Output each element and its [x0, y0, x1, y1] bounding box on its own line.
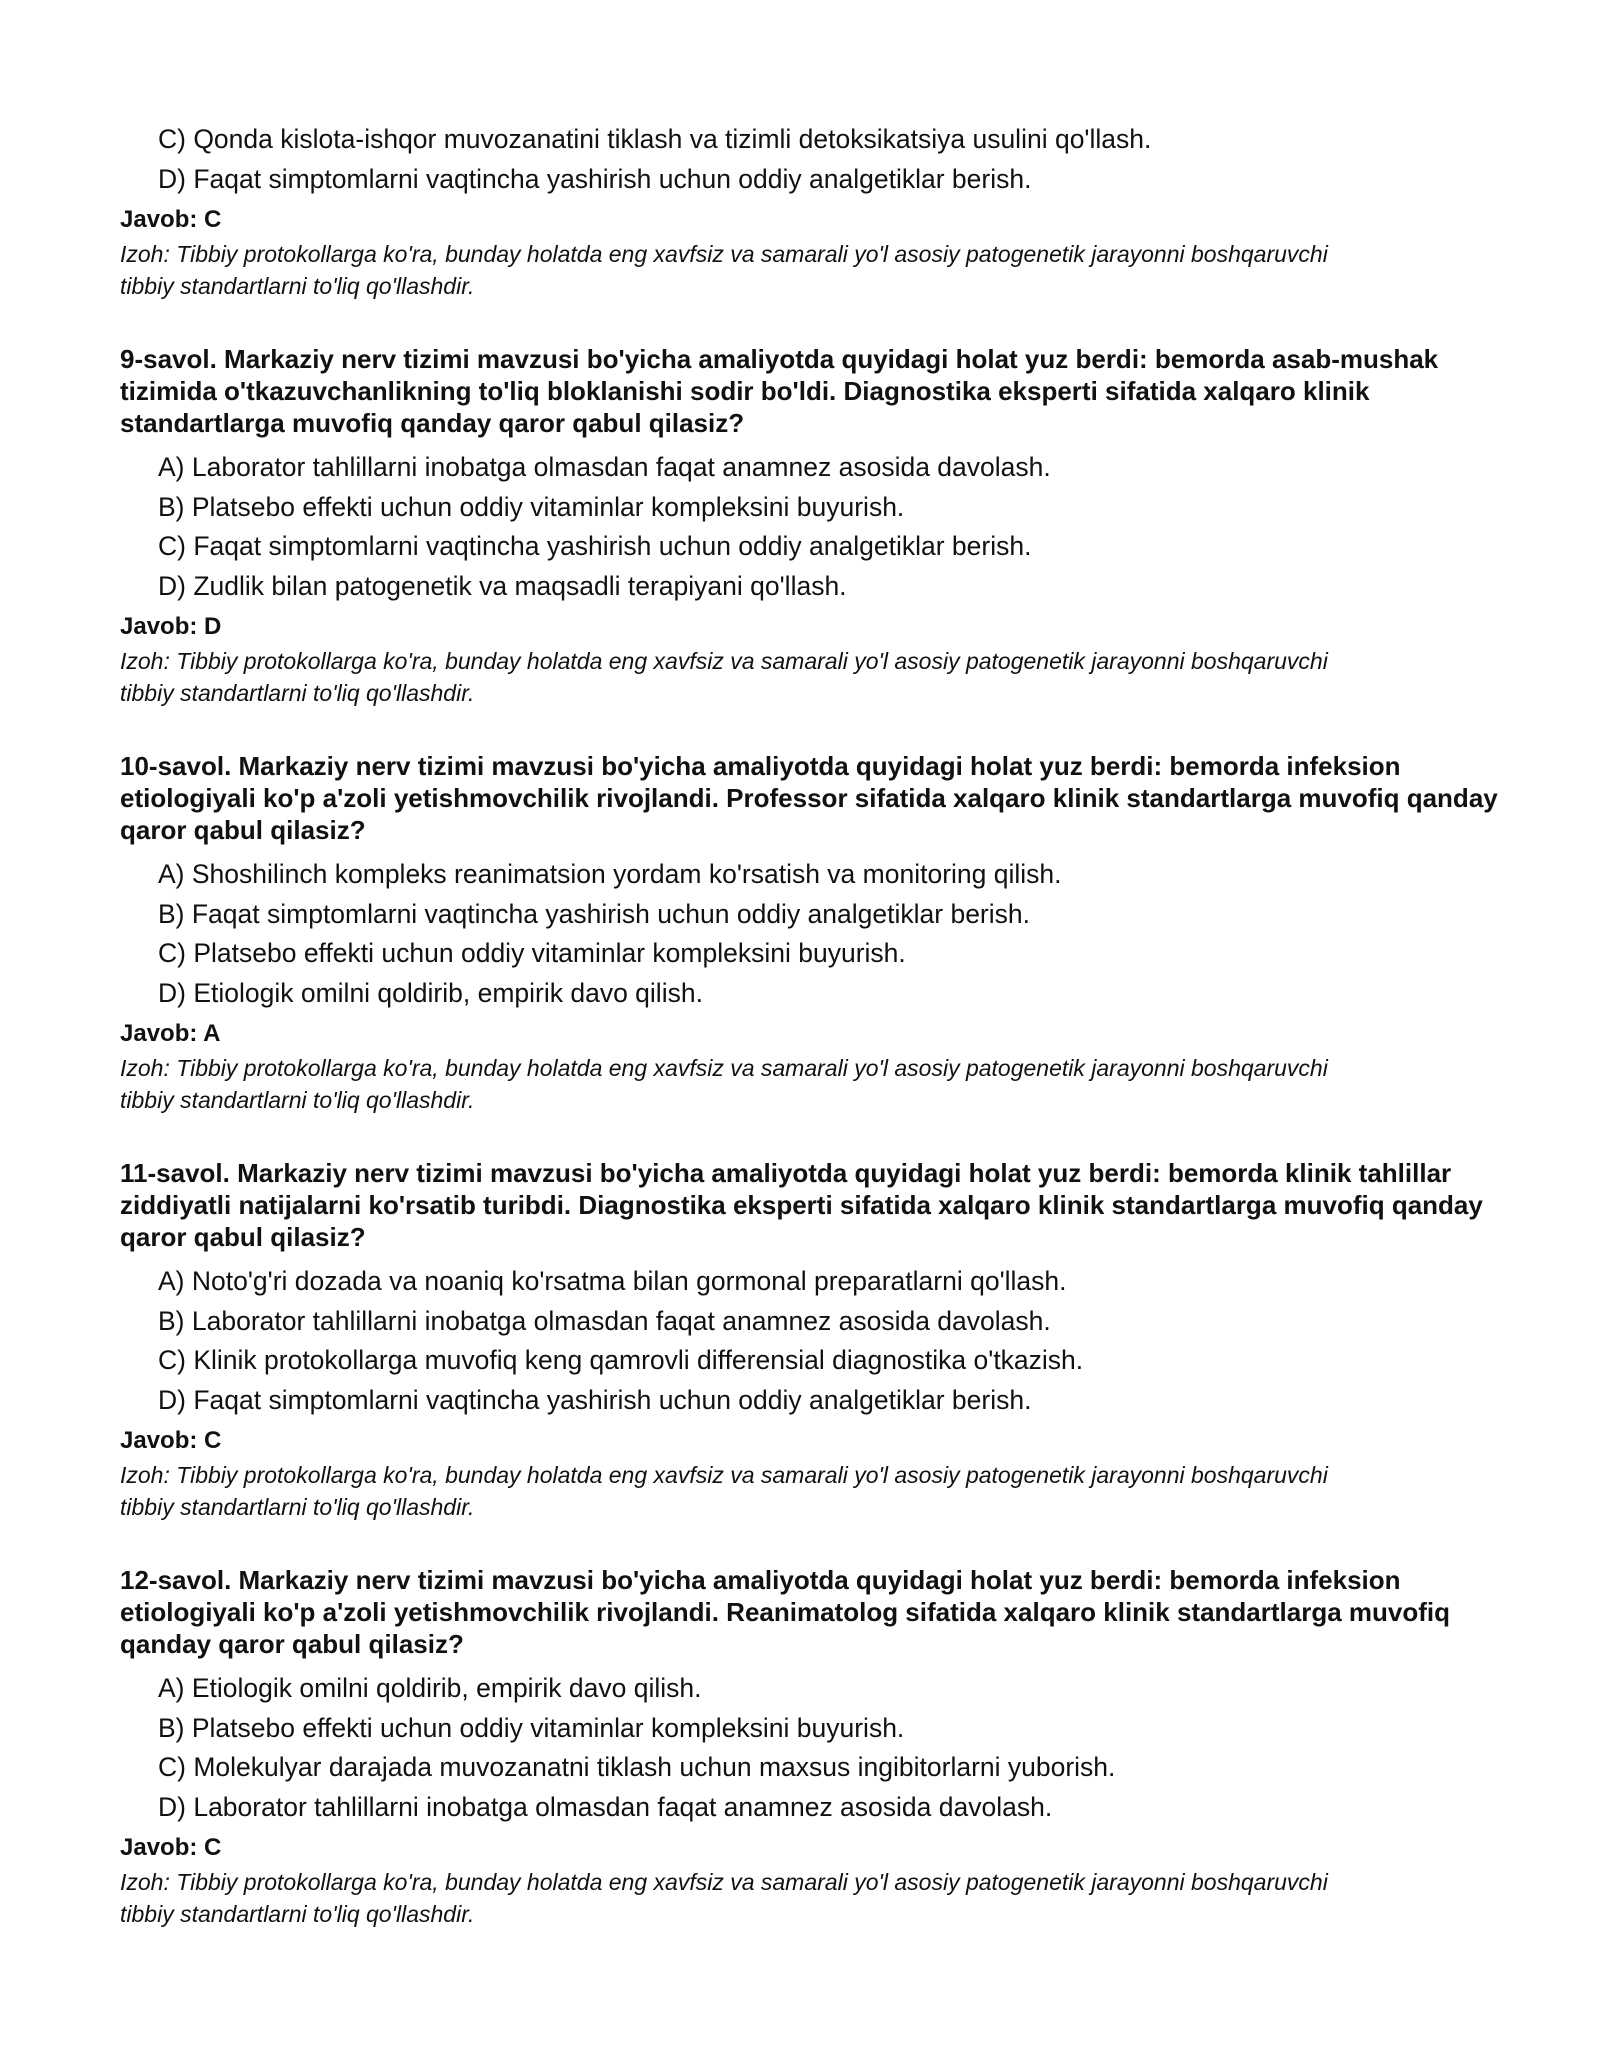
option-c: C) Qonda kislota-ishqor muvozanatini tiklash va tizimli detoksikatsiya usulini qo'llash.: [158, 124, 1152, 154]
option-d: D) Faqat simptomlarni vaqtincha yashirish uchun oddiy analgetiklar berish.: [158, 1384, 1032, 1415]
question-text: 11-savol. Markaziy nerv tizimi mavzusi bo'yicha amaliyotda quyidagi holat yuz berdi: bemorda klinik tahlillar ziddiyatli natijalarni ko'rsatib turibdi. Diagnostika eksperti sifatida xalqaro klinik standartlarga muvofiq qanday qaror qabul qilasiz?: [120, 1158, 1483, 1252]
option-d: D) Faqat simptomlarni vaqtincha yashirish uchun oddiy analgetiklar berish.: [158, 163, 1032, 194]
option-c: C) Platsebo effekti uchun oddiy vitaminlar kompleksini buyurish.: [158, 938, 906, 968]
explanation-note: Izoh: Tibbiy protokollarga ko'ra, bunday holatda eng xavfsiz va samarali yo'l asosiy patogenetik jarayonni boshqaruvchi tibbiy standartlarni to'liq qo'llashdir.: [120, 241, 1328, 299]
question-block-12: [120, 1564, 1500, 1930]
option-a: A) Noto'g'ri dozada va noaniq ko'rsatma bilan gormonal preparatlarni qo'llash.: [158, 1266, 1067, 1296]
option-b: B) Faqat simptomlarni vaqtincha yashirish uchun oddiy analgetiklar berish.: [158, 898, 1030, 929]
explanation-note: Izoh: Tibbiy protokollarga ko'ra, bunday holatda eng xavfsiz va samarali yo'l asosiy patogenetik jarayonni boshqaruvchi tibbiy standartlarni to'liq qo'llashdir.: [120, 1055, 1328, 1113]
option-a: A) Laborator tahlillarni inobatga olmasdan faqat anamnez asosida davolash.: [158, 452, 1051, 482]
answer: Javob: C: [120, 1427, 222, 1454]
answer: Javob: C: [120, 206, 222, 233]
question-8-continuation: [120, 120, 1500, 302]
option-c: C) Faqat simptomlarni vaqtincha yashirish uchun oddiy analgetiklar berish.: [158, 531, 1032, 561]
explanation-note: Izoh: Tibbiy protokollarga ko'ra, bunday holatda eng xavfsiz va samarali yo'l asosiy patogenetik jarayonni boshqaruvchi tibbiy standartlarni to'liq qo'llashdir.: [120, 648, 1328, 706]
option-b: B) Laborator tahlillarni inobatga olmasdan faqat anamnez asosida davolash.: [158, 1305, 1051, 1336]
option-d: D) Etiologik omilni qoldirib, empirik davo qilish.: [158, 977, 703, 1008]
question-text: 12-savol. Markaziy nerv tizimi mavzusi bo'yicha amaliyotda quyidagi holat yuz berdi: bemorda infeksion etiologiyali ko'p a'zoli yetishmovchilik rivojlandi. Reanimatolog sifatida xalqaro klinik standartlarga muvofiq qanday qaror qabul qilasiz?: [120, 1565, 1451, 1659]
question-text: 10-savol. Markaziy nerv tizimi mavzusi bo'yicha amaliyotda quyidagi holat yuz berdi: bemorda infeksion etiologiyali ko'p a'zoli yetishmovchilik rivojlandi. Professor sifatida xalqaro klinik standartlarga muvofiq qanday qaror qabul qilasiz?: [120, 751, 1498, 845]
option-b: B) Platsebo effekti uchun oddiy vitaminlar kompleksini buyurish.: [158, 1712, 905, 1743]
question-block-10: [120, 750, 1500, 1116]
document-page: [120, 120, 1500, 1930]
question-block-11: [120, 1157, 1500, 1523]
option-b: B) Platsebo effekti uchun oddiy vitaminlar kompleksini buyurish.: [158, 491, 905, 522]
answer: Javob: D: [120, 613, 222, 640]
option-d: D) Laborator tahlillarni inobatga olmasdan faqat anamnez asosida davolash.: [158, 1791, 1053, 1822]
explanation-note: Izoh: Tibbiy protokollarga ko'ra, bunday holatda eng xavfsiz va samarali yo'l asosiy patogenetik jarayonni boshqaruvchi tibbiy standartlarni to'liq qo'llashdir.: [120, 1462, 1328, 1520]
answer: Javob: A: [120, 1020, 221, 1047]
option-a: A) Etiologik omilni qoldirib, empirik davo qilish.: [158, 1673, 702, 1703]
option-c: C) Molekulyar darajada muvozanatni tiklash uchun maxsus ingibitorlarni yuborish.: [158, 1752, 1116, 1782]
explanation-note: Izoh: Tibbiy protokollarga ko'ra, bunday holatda eng xavfsiz va samarali yo'l asosiy patogenetik jarayonni boshqaruvchi tibbiy standartlarni to'liq qo'llashdir.: [120, 1869, 1328, 1927]
option-c: C) Klinik protokollarga muvofiq keng qamrovli differensial diagnostika o'tkazish.: [158, 1345, 1084, 1375]
question-block-9: [120, 343, 1500, 709]
option-d: D) Zudlik bilan patogenetik va maqsadli terapiyani qo'llash.: [158, 570, 847, 601]
option-a: A) Shoshilinch kompleks reanimatsion yordam ko'rsatish va monitoring qilish.: [158, 859, 1062, 889]
question-text: 9-savol. Markaziy nerv tizimi mavzusi bo'yicha amaliyotda quyidagi holat yuz berdi: bemorda asab-mushak tizimida o'tkazuvchanlikning to'liq bloklanishi sodir bo'ldi. Diagnostika eksperti sifatida xalqaro klinik standartlarga muvofiq qanday qaror qabul qilasiz?: [120, 344, 1439, 438]
answer: Javob: C: [120, 1834, 222, 1861]
